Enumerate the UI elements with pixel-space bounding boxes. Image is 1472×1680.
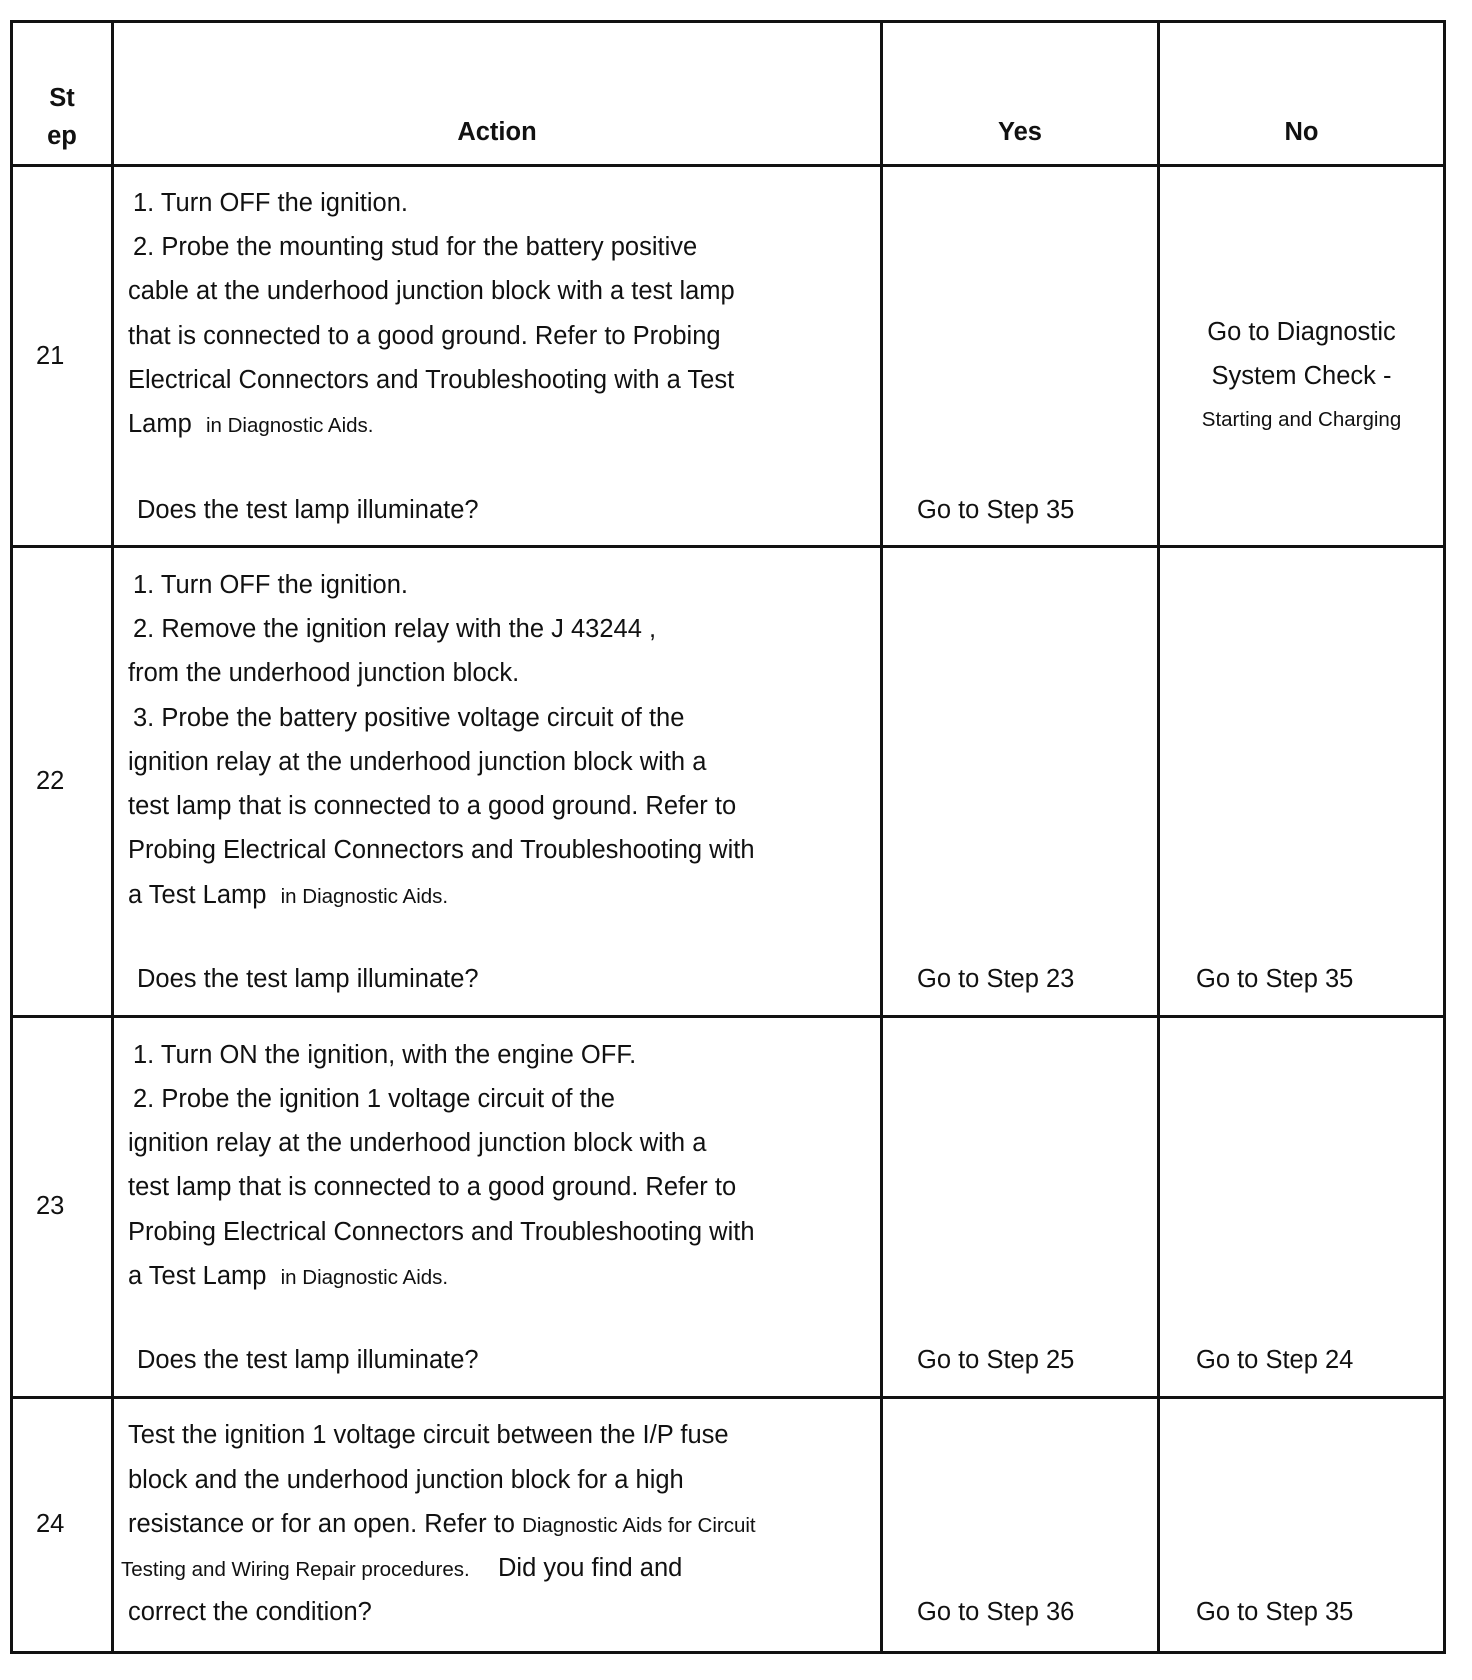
action-line: cable at the underhood junction block with a test lamp xyxy=(128,277,735,305)
row-divider xyxy=(10,1015,1446,1018)
action-line xyxy=(121,1553,682,1585)
action-line-reference: Diagnostic Aids for Circuit xyxy=(522,1514,756,1537)
action-line: ignition relay at the underhood junction block with a xyxy=(128,1129,707,1157)
action-line-reference: in Diagnostic Aids. xyxy=(280,1266,449,1289)
row-divider xyxy=(10,1396,1446,1399)
action-line-reference: in Diagnostic Aids. xyxy=(280,885,449,908)
action-line: 2. Probe the ignition 1 voltage circuit of the xyxy=(133,1085,615,1113)
action-line: 2. Remove the ignition relay with the J 43244 , xyxy=(133,615,657,643)
action-line-main: resistance or for an open. Refer to xyxy=(128,1510,515,1538)
action-line: Electrical Connectors and Troubleshooting with a Test xyxy=(128,366,735,394)
header-yes: Yes xyxy=(998,118,1042,146)
action-line: 1. Turn ON the ignition, with the engine OFF. xyxy=(133,1041,637,1069)
yes-result: Go to Step 25 xyxy=(917,1346,1075,1374)
row-divider xyxy=(10,164,1446,167)
no-result: Go to Step 24 xyxy=(1196,1346,1354,1374)
step-number: 23 xyxy=(36,1192,65,1220)
action-line-reference: in Diagnostic Aids. xyxy=(205,414,374,437)
action-line-main: Lamp xyxy=(128,410,192,438)
no-result: Go to Step 35 xyxy=(1196,1598,1354,1626)
step-number: 21 xyxy=(36,342,65,370)
no-result: Go to Step 35 xyxy=(1196,965,1354,993)
header-step xyxy=(13,79,111,155)
action-line xyxy=(128,409,373,441)
action-line: block and the underhood junction block for a high xyxy=(128,1466,684,1494)
action-line: test lamp that is connected to a good ground. Refer to xyxy=(128,792,737,820)
action-line xyxy=(128,880,448,912)
no-result-line: Go to Diagnostic xyxy=(1207,318,1396,346)
question: Does the test lamp illuminate? xyxy=(137,965,479,993)
no-result xyxy=(1160,317,1443,435)
no-result-line: System Check - xyxy=(1211,362,1392,390)
action-line: 2. Probe the mounting stud for the battery positive xyxy=(133,233,698,261)
action-line-main: a Test Lamp xyxy=(128,881,267,909)
question: Does the test lamp illuminate? xyxy=(137,1346,479,1374)
action-line: Test the ignition 1 voltage circuit between the I/P fuse xyxy=(128,1421,729,1449)
action-line: Probing Electrical Connectors and Troubleshooting with xyxy=(128,1218,755,1246)
header-step-line1: St xyxy=(49,84,75,112)
column-divider xyxy=(111,20,114,1654)
action-line: 1. Turn OFF the ignition. xyxy=(133,571,408,599)
action-line-main: Did you find and xyxy=(498,1554,683,1582)
action-line-reference: Testing and Wiring Repair procedures. xyxy=(121,1558,470,1581)
header-no: No xyxy=(1284,118,1319,146)
action-line: ignition relay at the underhood junction block with a xyxy=(128,748,707,776)
yes-result: Go to Step 23 xyxy=(917,965,1075,993)
step-number: 22 xyxy=(36,767,65,795)
column-divider xyxy=(1157,20,1160,1654)
action-line xyxy=(128,1509,756,1541)
question: Does the test lamp illuminate? xyxy=(137,496,479,524)
action-line: Probing Electrical Connectors and Troubleshooting with xyxy=(128,836,755,864)
action-line: 3. Probe the battery positive voltage circuit of the xyxy=(133,704,685,732)
action-line: 1. Turn OFF the ignition. xyxy=(133,189,408,217)
yes-result: Go to Step 35 xyxy=(917,496,1075,524)
step-number: 24 xyxy=(36,1510,65,1538)
action-line xyxy=(128,1261,448,1293)
row-divider xyxy=(10,545,1446,548)
action-line: test lamp that is connected to a good ground. Refer to xyxy=(128,1173,737,1201)
action-line-main: a Test Lamp xyxy=(128,1262,267,1290)
action-line: that is connected to a good ground. Refer to Probing xyxy=(128,322,721,350)
column-divider xyxy=(880,20,883,1654)
question: correct the condition? xyxy=(128,1598,372,1626)
action-line: from the underhood junction block. xyxy=(128,659,520,687)
yes-result: Go to Step 36 xyxy=(917,1598,1075,1626)
header-step-line2: ep xyxy=(47,122,77,150)
header-action: Action xyxy=(457,118,537,146)
no-result-line: Starting and Charging xyxy=(1201,408,1402,431)
